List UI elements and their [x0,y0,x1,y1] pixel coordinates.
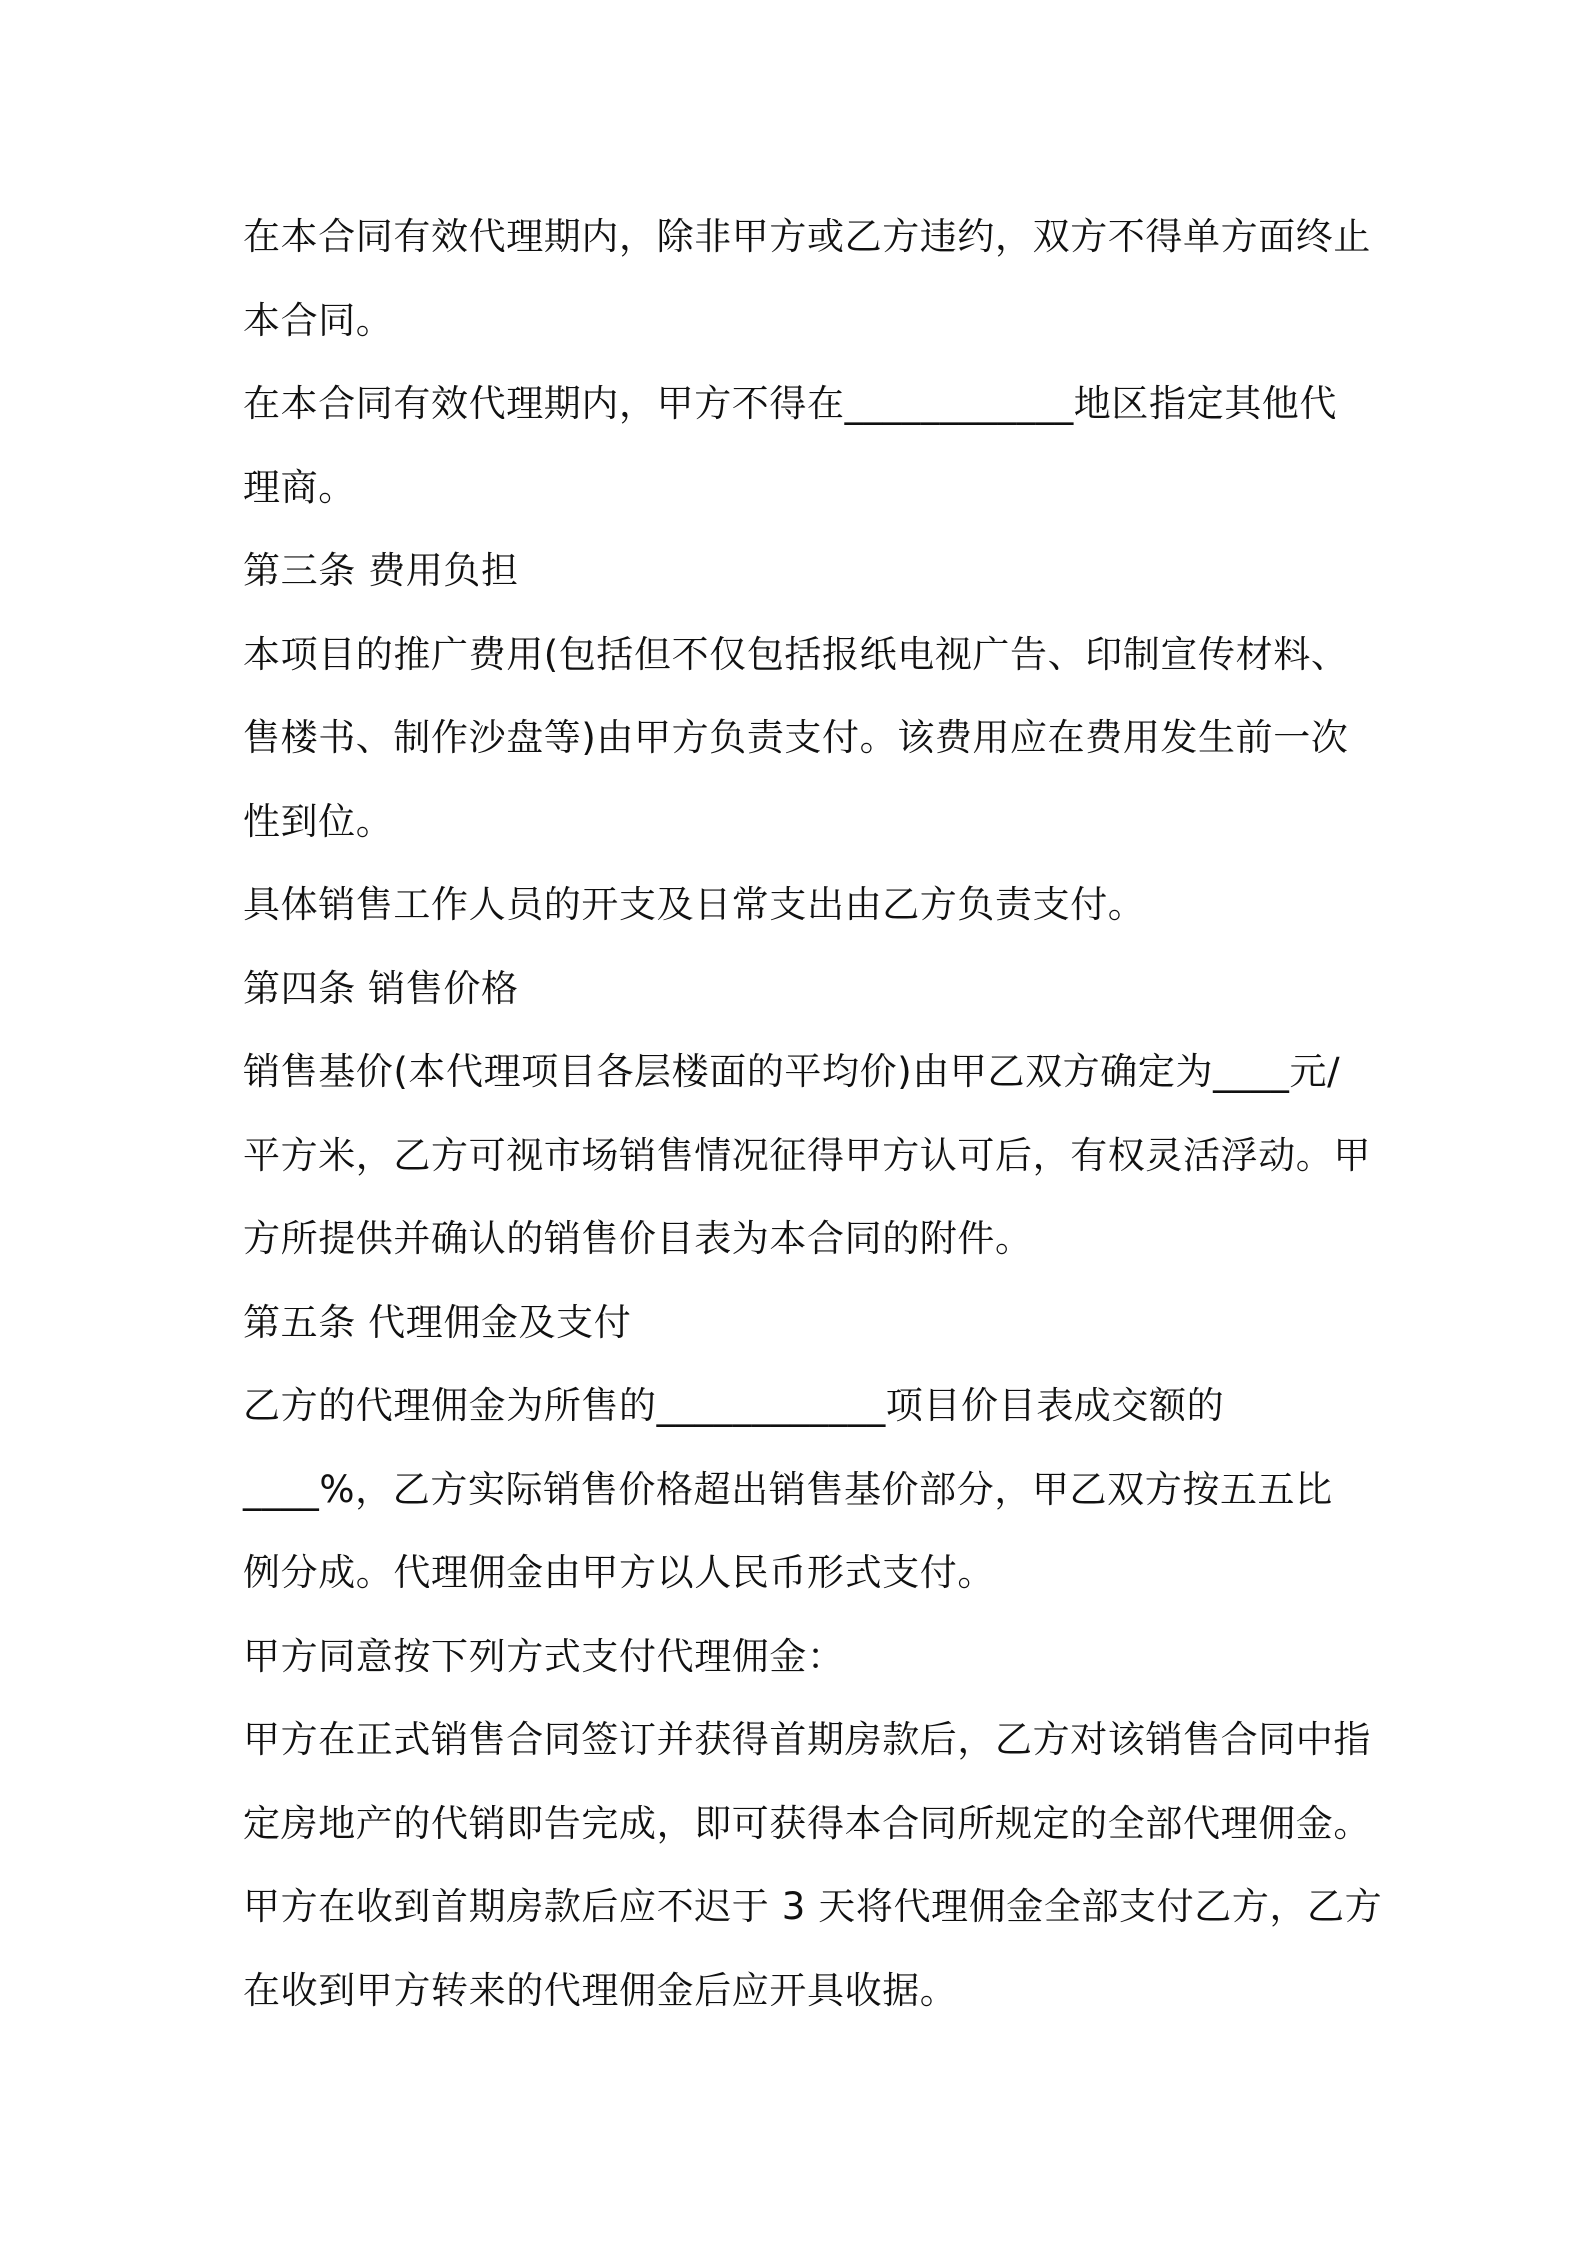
text-line: 在本合同有效代理期内，甲方不得在____________地区指定其他代 [243,382,1337,425]
text-line: 方所提供并确认的销售价目表为本合同的附件。 [243,1217,1033,1260]
text-line: 具体销售工作人员的开支及日常支出由乙方负责支付。 [243,883,1146,926]
text-line: 理商。 [243,465,356,509]
text-line: 售楼书、制作沙盘等)由甲方负责支付。该费用应在费用发生前一次 [243,716,1349,759]
text-line: 销售基价(本代理项目各层楼面的平均价)由甲乙双方确定为____元/ [243,1050,1341,1093]
text-line: 乙方的代理佣金为所售的____________项目价目表成交额的 [243,1384,1225,1427]
paragraph-exclusive-agent [243,362,1363,529]
article-4-heading [243,947,1363,1031]
text-line: 在收到甲方转来的代理佣金后应开具收据。 [243,1968,958,2012]
text-line: 平方米，乙方可视市场销售情况征得甲方认可后，有权灵活浮动。甲 [243,1133,1371,1177]
text-line: 性到位。 [243,799,394,843]
text-line: 甲方同意按下列方式支付代理佣金： [243,1634,845,1678]
paragraph-termination [243,195,1371,362]
section-heading: 第四条 销售价格 [243,966,519,1010]
text-line: 在本合同有效代理期内，除非甲方或乙方违约，双方不得单方面终止 [243,215,1371,258]
paragraph-promotion-costs [243,613,1363,864]
text-line: 本合同。 [243,298,394,342]
paragraph-payment-terms [243,1698,1383,2032]
text-line: 甲方在收到首期房款后应不迟于 3 天将代理佣金全部支付乙方，乙方 [243,1885,1383,1928]
section-heading: 第三条 费用负担 [243,549,519,592]
paragraph-staff-costs [243,863,1363,947]
article-3-heading [243,529,1363,613]
article-5-heading [243,1281,1363,1365]
paragraph-commission-rate [243,1364,1363,1615]
text-line: 定房地产的代销即告完成，即可获得本合同所规定的全部代理佣金。 [243,1801,1371,1845]
text-line: ____%，乙方实际销售价格超出销售基价部分，甲乙双方按五五比 [243,1467,1333,1511]
paragraph-payment-method-intro [243,1615,1363,1699]
paragraph-base-price [243,1030,1371,1281]
document-body [243,195,1383,2032]
section-heading: 第五条 代理佣金及支付 [243,1300,632,1344]
text-line: 甲方在正式销售合同签订并获得首期房款后，乙方对该销售合同中指 [243,1718,1371,1761]
text-line: 本项目的推广费用(包括但不仅包括报纸电视广告、印制宣传材料、 [243,632,1349,676]
text-line: 例分成。代理佣金由甲方以人民币形式支付。 [243,1551,995,1594]
